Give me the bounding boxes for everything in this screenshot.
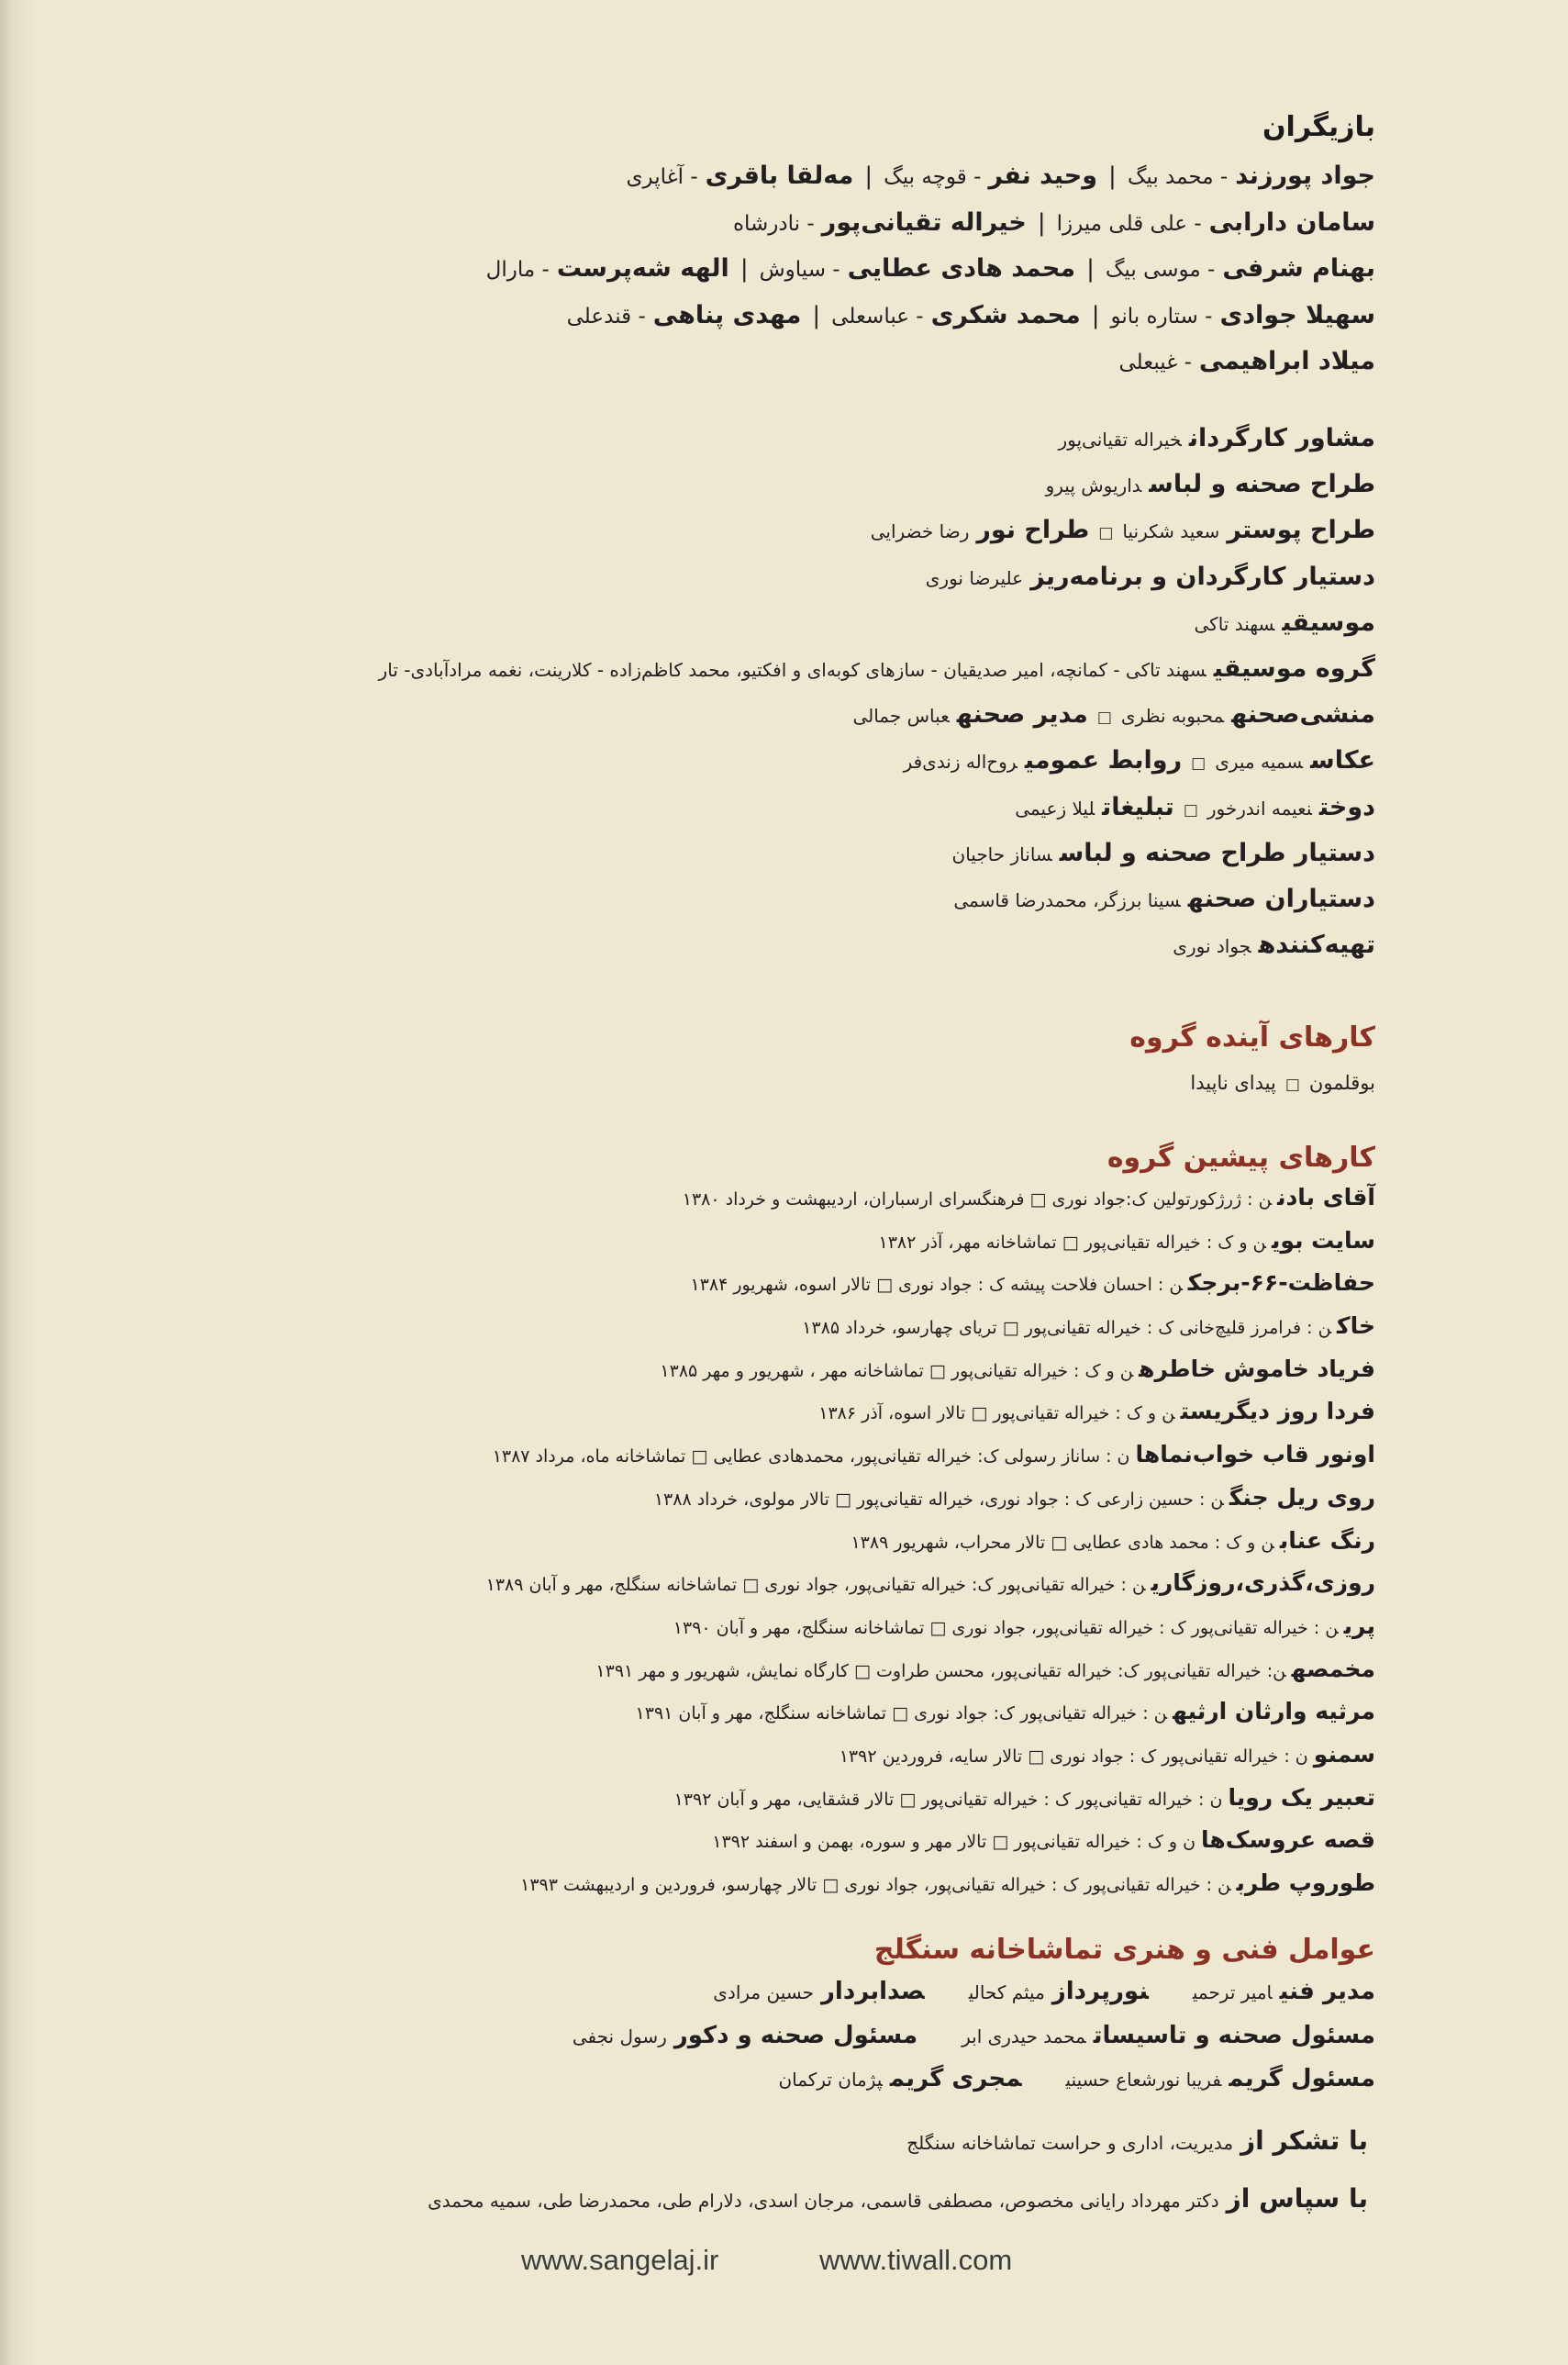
past-work-row [91, 1348, 1375, 1391]
credit-value: سهند تاکی - کمانچه، امیر صدیقیان - سازهای کوبه‌ای و افکتیو، محمد کاظم‌زاده - کلارینت، نغمه مرادآبادی- تار [378, 658, 1207, 681]
past-work-row [91, 1648, 1375, 1691]
work-details: ن : ژرژکورتولین ک:جواد نوری □ فرهنگسرای ارسباران، اردیبهشت و خرداد ۱۳۸۰ [682, 1189, 1273, 1210]
credit-line [91, 462, 1375, 508]
work-title: فردا روز دیگریست [1180, 1398, 1375, 1425]
past-work-row [91, 1862, 1375, 1905]
cast-row [91, 200, 1375, 247]
role-name: - آغاپری [626, 165, 698, 189]
divider: | [812, 301, 821, 329]
credit-label: طراح نور [976, 516, 1090, 545]
work-details: ن : حسین زارعی ک : جواد نوری، خیراله تقیانی‌پور □ تالار مولوی، خرداد ۱۳۸۸ [653, 1489, 1224, 1510]
work-details: ن و ک : محمد هادی عطایی □ تالار محراب، شهریور ۱۳۸۹ [851, 1532, 1274, 1553]
actor-name: خیراله تقیانی‌پور [821, 207, 1027, 237]
credit-value: خیراله تقیانی‌پور [1058, 429, 1182, 451]
staff-row [91, 2058, 1375, 2102]
actor-name: محمد هادی عطایی [847, 254, 1076, 283]
staff-label: مجری گریم [889, 2065, 1022, 2092]
work-title: حفاظت-۶۶-برجک [1187, 1269, 1375, 1297]
future-work-item: پیدای ناپیدا [1190, 1072, 1276, 1094]
future-work-item: بوقلمون [1308, 1072, 1375, 1094]
credit-label: گروه موسیقی [1213, 653, 1375, 683]
past-work-row [91, 1305, 1375, 1348]
work-title: روزی،گذری،روزگاری [1151, 1569, 1375, 1597]
separator-box: □ [1096, 708, 1112, 728]
role-name: - مارال [485, 258, 550, 282]
past-work-row [91, 1390, 1375, 1434]
work-details: ن: خیراله تقیانی‌پور ک: خیراله تقیانی‌پور، محسن طراوت □ کارگاه نمایش، شهریور و مهر ۱۳۹۱ [595, 1660, 1286, 1681]
credit-value: روح‌اله زندی‌فر [903, 751, 1018, 774]
work-title: طوروپ طرب [1236, 1869, 1375, 1896]
cast-row [91, 246, 1375, 293]
work-title: مرثیه وارثان ارثیه [1173, 1698, 1375, 1725]
future-works-heading: کارهای آینده گروه [1129, 1021, 1375, 1054]
past-work-row [91, 1734, 1375, 1777]
work-title: سایت بوی [1272, 1226, 1375, 1254]
credit-label: مدیر صحنه [956, 700, 1088, 730]
staff-label: مسئول گریم [1229, 2065, 1375, 2092]
credit-line [91, 554, 1375, 600]
past-works-section [91, 1140, 1375, 1905]
past-work-row [91, 1220, 1375, 1263]
website-tiwall: www.tiwall.com [819, 2244, 1013, 2276]
credit-line [91, 646, 1375, 692]
actor-name: میلاد ابراهیمی [1198, 347, 1375, 375]
work-details: ن : خیراله تقیانی‌پور ک : جواد نوری □ تالار سایه، فروردین ۱۳۹۲ [839, 1746, 1308, 1767]
past-work-row [91, 1690, 1375, 1734]
actor-name: جواد پورزند [1235, 162, 1375, 190]
role-name: - قوچه بیگ [884, 165, 982, 189]
thanks-text: مدیریت، اداری و حراست تماشاخانه سنگلج [906, 2132, 1234, 2154]
credit-line [91, 876, 1375, 922]
cast-row [91, 293, 1375, 340]
separator-box: □ [1191, 754, 1207, 774]
work-details: ن و ک : خیراله تقیانی‌پور □ تالار اسوه، آذر ۱۳۸۶ [818, 1403, 1175, 1424]
credit-value: علیرضا نوری [925, 566, 1024, 589]
work-title: قصه عروسک‌ها [1201, 1826, 1375, 1854]
divider: | [864, 162, 873, 190]
credit-label: دوخت [1318, 792, 1375, 821]
staff-entry [778, 2065, 1022, 2092]
separator-box: □ [1183, 800, 1198, 820]
credit-value: سینا برزگر، محمدرضا قاسمی [953, 888, 1181, 911]
work-details: ن : خیراله تقیانی‌پور ک: خیراله تقیانی‌پور، جواد نوری □ تماشاخانه سنگلج، مهر و آبان ۱۳۸۹ [485, 1575, 1146, 1596]
staff-entry [968, 1978, 1149, 2005]
credit-label: تهیه‌کننده [1258, 931, 1375, 960]
credit-value: لیلا زعیمی [1015, 797, 1095, 820]
actor-name: سهیلا جوادی [1219, 300, 1375, 329]
work-title: فریاد خاموش خاطره [1139, 1355, 1375, 1382]
divider: | [1091, 301, 1100, 329]
actor-name: الهه شه‌پرست [556, 254, 729, 283]
staff-value: حسین مرادی [713, 1981, 814, 2003]
credit-label: روابط عمومی [1024, 746, 1183, 775]
past-work-row [91, 1520, 1375, 1563]
staff-value: پژمان ترکمان [778, 2069, 883, 2091]
staff-entry [572, 2021, 918, 2049]
past-work-row [91, 1777, 1375, 1820]
credit-value: داریوش پیرو [1045, 474, 1142, 497]
credit-value: محبوبه نظری [1120, 705, 1225, 728]
staff-label: صدابردار [820, 1978, 925, 2005]
work-title: تعبیر یک رویا [1228, 1783, 1375, 1811]
work-details: ن و ک : خیراله تقیانی‌پور □ تماشاخانه مهر، آذر ۱۳۸۲ [878, 1232, 1267, 1253]
credit-line [91, 508, 1375, 553]
actor-name: سامان دارابی [1208, 207, 1375, 237]
staff-entry [1065, 2065, 1375, 2092]
credit-line [91, 738, 1375, 784]
work-details: ن : خیراله تقیانی‌پور ک : خیراله تقیانی‌پور، جواد نوری □ تماشاخانه سنگلج، مهر و آبان ۱۳۹۰ [673, 1617, 1339, 1638]
credits-section [91, 416, 1375, 968]
credit-line [91, 600, 1375, 646]
work-title: پری [1343, 1612, 1375, 1639]
staff-row [91, 2014, 1375, 2058]
credit-line [91, 831, 1375, 876]
work-details: ن : خیراله تقیانی‌پور ک : خیراله تقیانی‌پور □ تالار قشقایی، مهر و آبان ۱۳۹۲ [673, 1789, 1223, 1810]
staff-row [91, 1970, 1375, 2014]
role-name: - محمد بیگ [1127, 165, 1229, 189]
staff-value: محمد حیدری ابر [962, 2025, 1086, 2047]
credit-value: عباس جمالی [852, 705, 950, 728]
gratitude-text: دکتر مهرداد رایانی مخصوص، مصطفی قاسمی، مرجان اسدی، دلارام طی، محمدرضا طی، سمیه محمدی [428, 2190, 1219, 2212]
credit-label: عکاس [1310, 746, 1375, 775]
divider: | [1086, 255, 1095, 283]
credit-line [91, 922, 1375, 968]
work-details: ن : خیراله تقیانی‌پور ک: جواد نوری □ تماشاخانه سنگلج، مهر و آبان ۱۳۹۱ [635, 1703, 1168, 1724]
work-title: مخمصه [1291, 1655, 1375, 1682]
credit-value: سعید شکرنیا [1122, 520, 1220, 543]
work-title: آقای بادن [1277, 1184, 1375, 1210]
role-name: - موسی بیگ [1105, 258, 1216, 282]
staff-label: مسئول صحنه و دکور [673, 2021, 918, 2049]
cast-row [91, 339, 1375, 385]
staff-label: نورپرداز [1051, 1978, 1149, 2005]
gratitude-label: با سپاس از [1226, 2183, 1368, 2214]
actor-name: مهدی پناهی [652, 300, 802, 329]
role-name: - غیبعلی [1118, 351, 1192, 374]
work-title: خاک [1337, 1312, 1375, 1340]
divider: | [1037, 208, 1046, 237]
staff-heading: عوامل فنی و هنری تماشاخانه سنگلج [873, 1934, 1375, 1966]
separator-box: □ [1284, 1076, 1300, 1094]
past-work-row [91, 1434, 1375, 1477]
credit-line [91, 416, 1375, 462]
gratitude-line [83, 2178, 1368, 2220]
future-works-section [91, 1015, 1375, 1105]
credit-label: طراح صحنه و لباس [1149, 470, 1375, 499]
staff-value: میثم کحالی [968, 1981, 1045, 2003]
work-details: ن : خیراله تقیانی‌پور ک : خیراله تقیانی‌پور، جواد نوری □ تالار چهارسو، فروردین و اردیبهشت ۱۳۹۳ [520, 1875, 1231, 1895]
past-work-row [91, 1477, 1375, 1520]
work-details: ن : احسان فلاحت پیشه ک : جواد نوری □ تالار اسوه، شهریور ۱۳۸۴ [690, 1275, 1183, 1296]
staff-entry [713, 1978, 925, 2005]
divider: | [740, 255, 749, 283]
past-work-row [91, 1819, 1375, 1862]
credit-label: تبلیغات [1102, 792, 1174, 821]
work-details: ن : ساناز رسولی ک: خیراله تقیانی‌پور، محمدهادی عطایی □ تماشاخانه ماه، مرداد ۱۳۸۷ [492, 1446, 1130, 1467]
role-name: - علی قلی میرزا [1056, 211, 1202, 236]
website-sangelaj: www.sangelaj.ir [521, 2244, 719, 2276]
staff-label: مسئول صحنه و تاسیسات [1093, 2021, 1375, 2049]
work-details: ن و ک : خیراله تقیانی‌پور □ تماشاخانه مهر ، شهریور و مهر ۱۳۸۵ [660, 1360, 1134, 1381]
credit-value: نعیمه اندرخور [1207, 797, 1312, 820]
credit-value: سمیه میری [1215, 751, 1304, 774]
credit-label: منشی‌صحنه [1231, 700, 1375, 730]
credit-value: ساناز حاجیان [951, 842, 1052, 865]
work-title: اونور قاب خواب‌نماها [1135, 1441, 1375, 1468]
credit-label: دستیار طراح صحنه و لباس [1059, 838, 1375, 867]
past-work-row [91, 1562, 1375, 1605]
staff-value: رسول نجفی [572, 2025, 667, 2047]
role-name: - عباسعلی [831, 304, 924, 329]
work-title: روی ریل جنگ [1229, 1483, 1375, 1511]
work-details: ن و ک : خیراله تقیانی‌پور □ تالار مهر و سوره، بهمن و اسفند ۱۳۹۲ [712, 1832, 1196, 1853]
role-name: - نادرشاه [732, 211, 815, 236]
staff-entry [1192, 1978, 1375, 2005]
past-work-row [91, 1177, 1375, 1220]
credit-line [91, 692, 1375, 738]
thanks-label: با تشکر از [1240, 2125, 1368, 2156]
actor-name: مه‌لقا باقری [705, 162, 854, 190]
credit-value: رضا خضرایی [870, 520, 970, 543]
credit-label: دستیاران صحنه [1187, 884, 1375, 913]
past-works-heading: کارهای پیشین گروه [1106, 1142, 1375, 1174]
staff-label: مدیر فنی [1279, 1978, 1375, 2005]
credit-line [91, 785, 1375, 831]
staff-value: امیر ترحمی [1192, 1981, 1273, 2003]
credit-label: موسیقی [1282, 608, 1375, 637]
past-work-row [91, 1605, 1375, 1648]
staff-entry [962, 2021, 1375, 2049]
credit-label: مشاور کارگردان [1188, 424, 1375, 452]
cast-section [91, 105, 1375, 385]
divider: | [1108, 162, 1117, 190]
work-details: ن : فرامرز قلیچ‌خانی ک : خیراله تقیانی‌پور □ تریای چهارسو، خرداد ۱۳۸۵ [802, 1318, 1332, 1339]
separator-box: □ [1098, 524, 1114, 543]
actor-name: بهنام شرفی [1222, 254, 1375, 283]
past-work-row [91, 1262, 1375, 1305]
role-name: - قندعلی [566, 304, 646, 329]
credit-label: دستیار کارگردان و برنامه‌ریز [1030, 562, 1375, 591]
theater-staff-section [91, 1930, 1375, 2102]
work-title: رنگ عناب [1279, 1526, 1375, 1554]
cast-heading: بازیگران [1262, 111, 1375, 143]
credit-value: جواد نوری [1173, 935, 1251, 958]
actor-name: وحید نفر [988, 162, 1098, 190]
role-name: - سیاوش [759, 258, 840, 282]
cast-row [91, 153, 1375, 200]
credit-value: سهند تاکی [1194, 612, 1275, 635]
work-title: سمنو [1313, 1740, 1375, 1768]
future-works-list [91, 1061, 1375, 1105]
actor-name: محمد شکری [930, 300, 1081, 329]
staff-value: فریبا نورشعاع حسینی [1065, 2069, 1222, 2091]
role-name: - ستاره بانو [1110, 304, 1213, 329]
credit-label: طراح پوستر [1227, 516, 1375, 545]
thanks-line [83, 2120, 1368, 2162]
